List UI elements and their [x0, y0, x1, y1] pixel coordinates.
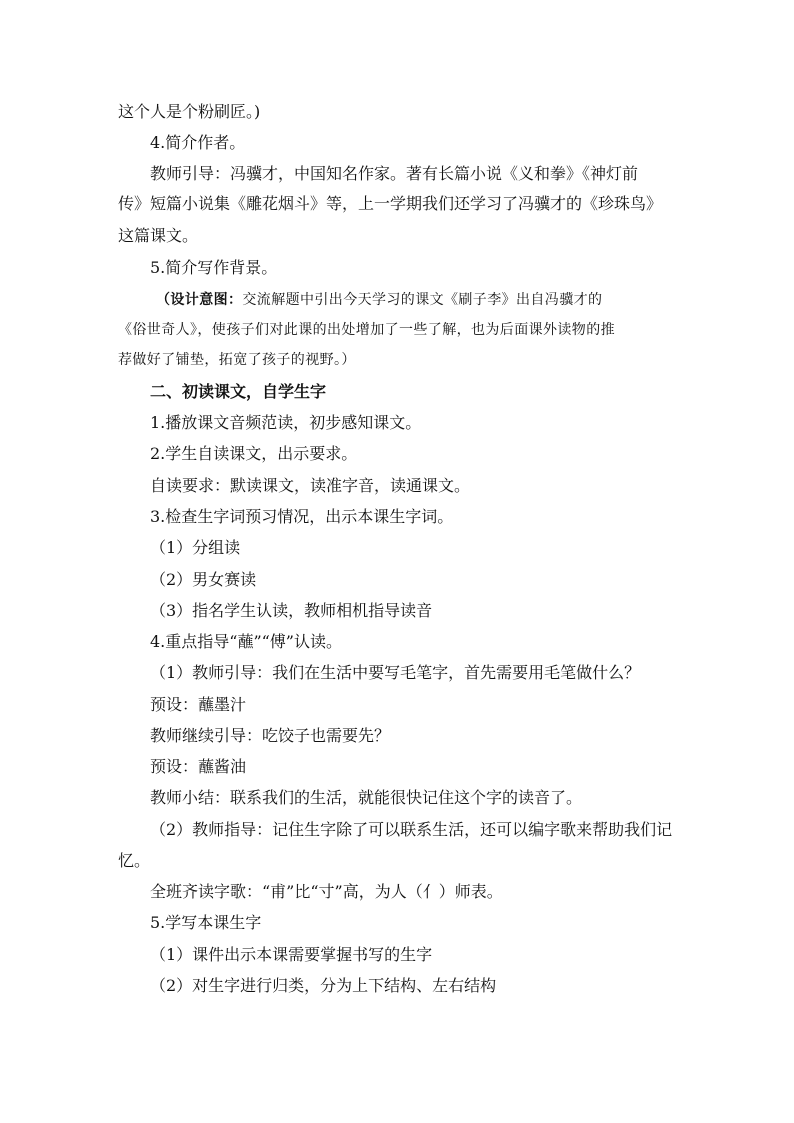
- text-line: （1）分组读: [150, 538, 241, 557]
- text-line: 1.播放课文音频范读，初步感知课文。: [150, 413, 422, 432]
- text-line: 这个人是个粉刷匠。): [118, 102, 261, 121]
- text-line: （3）指名学生认读，教师相机指导读音: [150, 601, 433, 620]
- text-line: 传》短篇小说集《雕花烟斗》等，上一学期我们还学习了冯骥才的《珍珠鸟》: [118, 194, 663, 213]
- text-line: 教师引导：冯骥才，中国知名作家。著有长篇小说《义和拳》《神灯前: [150, 164, 639, 183]
- section-heading: 二、初读课文，自学生字: [150, 382, 327, 401]
- design-intent-line: 《俗世奇人》，使孩子们对此课的出处增加了一些了解，也为后面课外读物的推: [118, 322, 615, 338]
- text-line: 教师小结：联系我们的生活，就能很快记住这个字的读音了。: [150, 788, 583, 807]
- text-line: 4.重点指导“蘸”“傅”认读。: [150, 632, 342, 651]
- text-line: 这篇课文。: [118, 226, 199, 245]
- text-line: 预设：蘸墨汁: [150, 695, 247, 714]
- text-line: 5.学写本课生字: [150, 913, 262, 932]
- text-line: 忆。: [118, 851, 151, 870]
- design-intent-line: 荐做好了铺垫，拓宽了孩子的视野。）: [118, 352, 356, 368]
- design-intent-text: 交流解题中引出今天学习的课文《刷子李》出自冯骥才的: [242, 292, 603, 308]
- design-intent-label: （设计意图：: [156, 292, 243, 308]
- text-line: （1）课件出示本课需要掌握书写的生字: [150, 945, 433, 964]
- text-line: 4.简介作者。: [150, 133, 246, 152]
- text-line: 教师继续引导：吃饺子也需要先？: [150, 726, 391, 745]
- text-line: 全班齐读字歌：“甫”比“寸”高，为人（亻）师表。: [150, 882, 503, 901]
- text-line: （2）男女赛读: [150, 570, 257, 589]
- design-intent-line: [156, 290, 602, 310]
- text-line: 预设：蘸酱油: [150, 757, 247, 776]
- text-line: 3.检查生字词预习情况，出示本课生字词。: [150, 507, 454, 526]
- text-line: 5.简介写作背景。: [150, 258, 278, 277]
- text-line: 2.学生自读课文，出示要求。: [150, 444, 358, 463]
- text-line: 自读要求：默读课文，读准字音，读通课文。: [150, 476, 471, 495]
- text-line: （1）教师引导：我们在生活中要写毛笔字，首先需要用毛笔做什么？: [150, 663, 641, 682]
- text-line: （2）对生字进行归类，分为上下结构、左右结构: [150, 976, 497, 995]
- text-line: （2）教师指导：记住生字除了可以联系生活，还可以编字歌来帮助我们记: [150, 820, 673, 839]
